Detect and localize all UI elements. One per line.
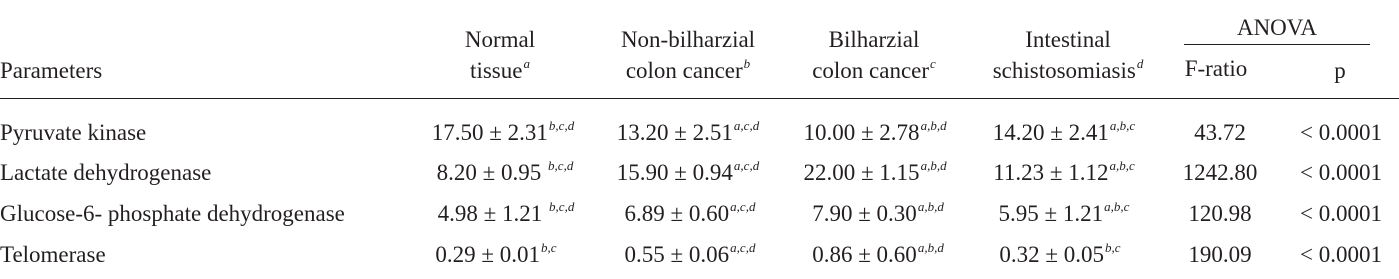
row-3-bil: $7.90 \pm 0.30^{a,b,d}$	[812, 199, 944, 226]
header-nonbil-sup: b	[743, 56, 751, 71]
header-nonbil-line2: colon cancer$^b$	[625, 56, 751, 83]
header-normal-line1: Normal	[464, 27, 536, 52]
row-1-bil: $10.00 \pm 2.78^{a,b,d}$	[803, 118, 947, 145]
row-2-fratio: 1242.80	[1182, 160, 1258, 185]
row-4-normal: $0.29 \pm 0.01^{b,c}$	[435, 240, 557, 267]
row-1-param: Pyruvate kinase	[0, 120, 147, 145]
row-2-bil: $22.00 \pm 1.15^{a,b,d}$	[803, 158, 947, 185]
row-1-nonbil: $13.20 \pm 2.51^{a,c,d}$	[616, 118, 760, 145]
row-4-p: < 0.0001	[1300, 242, 1382, 267]
row-1-normal: $17.50 \pm 2.31^{b,c,d}$	[431, 118, 575, 145]
anova-rule	[1184, 44, 1370, 45]
header-bil-line1: Bilharzial	[828, 27, 920, 52]
header-parameters: Parameters	[0, 58, 103, 83]
row-1-p: < 0.0001	[1300, 120, 1382, 145]
row-3-intest: $5.95 \pm 1.21^{a,b,c}$	[998, 199, 1130, 226]
row-3-nonbil: $6.89 \pm 0.60^{a,c,d}$	[624, 199, 756, 226]
header-normal-line2: tissue$^a$	[470, 56, 530, 83]
header-intest-line1: Intestinal	[1025, 27, 1111, 52]
header-anova: ANOVA	[1236, 15, 1318, 40]
row-3-p: < 0.0001	[1300, 201, 1382, 226]
header-rule	[0, 98, 1399, 99]
row-2-nonbil: $15.90 \pm 0.94^{a,c,d}$	[616, 158, 760, 185]
header-bil-sup: c	[930, 56, 936, 71]
row-4-bil: $0.86 \pm 0.60^{a,b,d}$	[812, 240, 944, 267]
row-4-fratio: 190.09	[1188, 242, 1252, 267]
header-normal-sup: a	[523, 56, 530, 71]
header-fratio: F-ratio	[1184, 56, 1248, 81]
row-3-normal: 4.98 ± 1.21 $^{b,c,d}$	[437, 199, 575, 226]
row-4-nonbil: $0.55 \pm 0.06^{a,c,d}$	[624, 240, 756, 267]
header-bil-line2: colon cancer$^c$	[812, 56, 936, 83]
row-4-intest: $0.32 \pm 0.05^{b,c}$	[999, 240, 1121, 267]
row-1-fratio: 43.72	[1194, 120, 1246, 145]
row-2-p: < 0.0001	[1300, 160, 1382, 185]
header-intest-line2: schistosomiasis$^d$	[992, 56, 1144, 83]
header-intest-sup: d	[1136, 56, 1144, 71]
header-p: p	[1334, 58, 1346, 83]
row-3-fratio: 120.98	[1188, 201, 1252, 226]
row-2-param: Lactate dehydrogenase	[0, 160, 212, 185]
row-1-intest: $14.20 \pm 2.41^{a,b,c}$	[992, 118, 1136, 145]
row-2-intest: $11.23 \pm 1.12^{a,b,c}$	[993, 158, 1135, 185]
row-2-normal: 8.20 ± 0.95 $^{b,c,d}$	[436, 158, 574, 185]
header-nonbil-line1: Non-bilharzial	[620, 27, 756, 52]
row-4-param: Telomerase	[0, 242, 106, 267]
row-3-param: Glucose-6- phosphate dehydrogenase	[0, 201, 345, 226]
